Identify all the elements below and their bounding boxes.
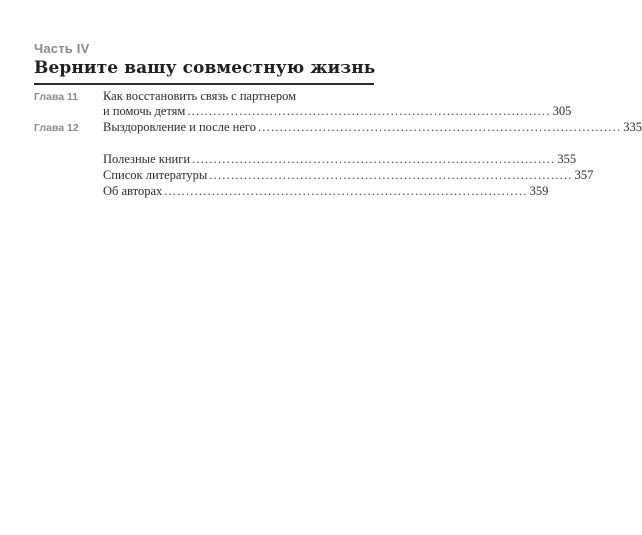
part-title: Верните вашу совместную жизнь <box>34 58 376 78</box>
chapter-11-title-line1: Как восстановить связь с партнером <box>103 89 297 103</box>
dot-leader: .................................................................................... <box>187 104 551 118</box>
back-matter-title: Об авторах <box>103 184 163 198</box>
chapter-11-title-line2: и помочь детям <box>103 104 186 118</box>
back-matter-page: 357 <box>574 168 594 182</box>
back-matter-title: Полезные книги <box>103 152 191 166</box>
back-matter-entry-authors[interactable] <box>103 184 549 199</box>
dot-leader: .................................................................................... <box>209 168 573 182</box>
back-matter-page: 355 <box>557 152 577 166</box>
chapter-12-entry[interactable] <box>103 120 642 135</box>
chapter-12-title: Выздоровление и после него <box>103 120 256 134</box>
chapter-12-label: Глава 12 <box>34 122 79 134</box>
chapter-11-page: 305 <box>552 104 572 118</box>
dot-leader: .................................................................................... <box>164 184 528 198</box>
dot-leader: .................................................................................... <box>192 152 556 166</box>
back-matter-page: 359 <box>529 184 549 198</box>
title-rule <box>34 83 374 85</box>
back-matter-entry-references[interactable] <box>103 168 594 183</box>
dot-leader: .................................................................................... <box>257 120 622 134</box>
back-matter-entry-books[interactable] <box>103 152 577 167</box>
chapter-12-page: 335 <box>623 120 642 134</box>
chapter-11-entry[interactable] <box>103 104 572 119</box>
part-label: Часть IV <box>34 41 90 56</box>
back-matter-title: Список литературы <box>103 168 208 182</box>
chapter-11-label: Глава 11 <box>34 91 79 103</box>
